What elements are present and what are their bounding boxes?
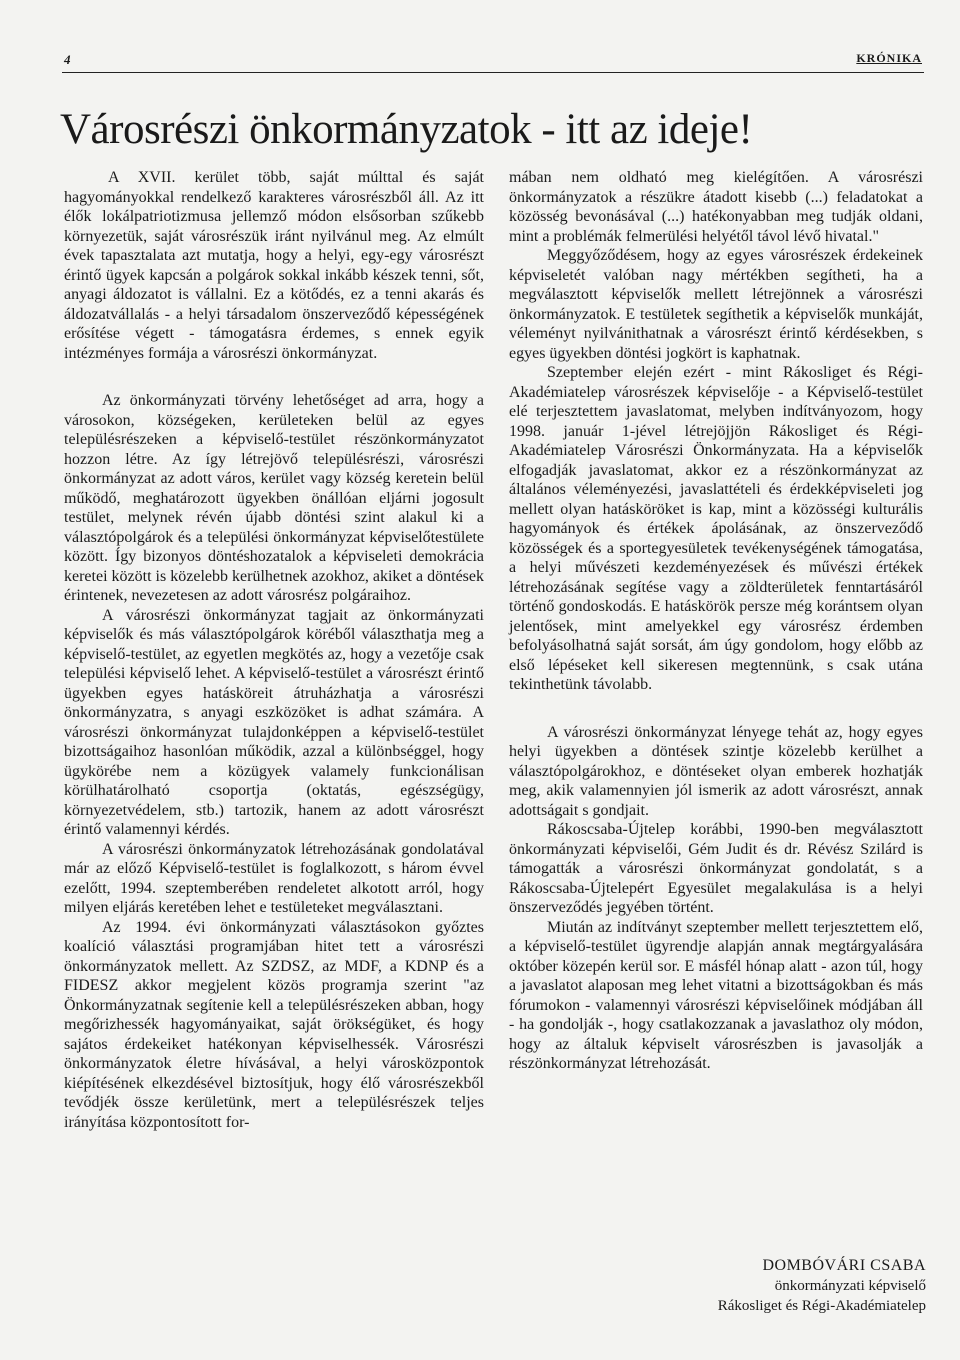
article-paragraph: Az önkormányzati törvény lehetőséget ad arra, hogy a városokon, községeken, kerületeken belül az egyes településrészeken a képviselő-testület részönkormányzatot hozzon létre. Az így létrejövő településrészi, városrészi önkormányzat az adott város, kerület vagy község keretein belül működő, meghatározott ügyekben önállóan eljárni jogosult testület, melynek révén újabb döntési szint alakul ki a választópolgárok és a települési önkormányzat képviselőtestülete között. Így bizonyos döntéshozatalok a képviseleti demokrácia keretei között is közelebb kerülhetnek azokhoz, akiket a döntések érintenek, nevezetesen az adott városrész polgáraihoz. (64, 392, 484, 604)
article-paragraph: A XVII. kerület több, saját múlttal és saját hagyományokkal rendelkező karakteres városrészből áll. Az itt élők lokálpatriotizmusa jellemző módon elsősorban szűkebb környezetük, saját városrészük iránt nyilvánul meg. Az elmúlt évek tapasztalata azt mutatja, hogy a helyi, egy-egy városrészt érintő ügyek kapcsán a polgárok sokkal inkább készek tenni, sőt, anyagi áldozatot is vállalni. Ez a kötődés, ez a tenni akarás és áldozatvállalás - a helyi társadalom önszerveződő képességének erősítése végett - támogatásra érdemes, s ennek egyik intézményes formája a városrészi önkormányzat. (64, 169, 484, 362)
article-paragraph: Az 1994. évi önkormányzati választásokon győztes koalíció választási programjában hitet tett a városrészi önkormányzatok mellett. Az SZDSZ, az MDF, a KDNP és a FIDESZ akkor megjelent közös programja szerint "az Önkormányzatnak segítenie kell a településrészeken abban, hogy megőrizhessék hagyományaikat, saját örökségüket, és hogy sajátos érdekeiket hatékonyan képviselhessék. Városrészi önkormányzatok életre hívásával, a helyi városközpontok kiépítésének elkezdésével biztosítjuk, hogy élő városrészekből tevődjék össze kerületünk, mert a településrészek teljes irányítása központosított for- (64, 918, 484, 1131)
author-role: önkormányzati képviselő (774, 1278, 926, 1294)
author-name: DOMBÓVÁRI CSABA (762, 1257, 926, 1274)
author-district: Rákosliget és Régi-Akadémiatelep (717, 1298, 926, 1314)
article-paragraph: Meggyőződésem, hogy az egyes városrészek érdekeinek képviseletét valóban nagy mértékben segítheti, ha a megválasztott képviselők mellett létrejönnek a városrészi önkormányzatok. E testületek segíthetik a képviselők munkáját, véleményt nyilvánithatnak a városrészt érintő kérdésekben, s egyes ügyekben döntési jogkört is kaphatnak. (509, 247, 923, 362)
page-header (62, 50, 924, 73)
article-paragraph: A városrészi önkormányzat tagjait az önkormányzati képviselők és más választópolgárok köréből választhatja meg a képviselő-testület, az egyetlen megkötés az, hogy a vezetője csak települési képviselő lehet. A képviselő-testület a városrészt érintő ügyekben egyes hatásköreit átruházhatja a városrészi önkormányzatra, s anyagi eszközöket is adhat számára. A városrészi önkormányzat tulajdonképpen a képviselő-testület bizottságaihoz hasonlóan működik, azzal a különbséggel, hogy ügykörébe nem a közügyek valamely funkcionálisan körülhatárolható csoportja (oktatás, egészségügy, környezetvédelem, stb.) tartozik, hanem az adott városrészt érintő valamennyi kérdés. (64, 606, 484, 838)
article-paragraph: Szeptember elején ezért - mint Rákosliget és Régi-Akadémiatelep városrészek képviselője - a Képviselő-testület elé terjesztettem javaslatomat, melyben indítványozom, hogy 1998. január 1-jével létrejöjjön Rákosliget és Régi-Akadémiatelep Városrészi Önkormányzata. Ha a képviselők elfogadják javaslatomat, akkor ez a részönkormányzat az általános véleményezési, javaslattételi és érdekképviseleti jog mellett olyan hatásköröket is kap, mint a közösségi kulturális hagyományok és értékek ápolásának, az önszerveződő közösségek és a sportegyesületek tevékenységének támogatása, a helyi művészeti kezdeményezések és művészi értékek létrehozásának segítése vagy a zöldterületek fenntartásáról történő gondoskodás. E hatáskörök persze még korántsem olyan jelentősek, mint amelyekkel egy városrész érdemben befolyásolhatná saját sorsát, ám úgy gondolom, hogy előbb az első lépéseket kell sikeresen megtennünk, s csak utána tekinthetünk távolabb. (509, 364, 923, 693)
article-paragraph: Rákoscsaba-Újtelep korábbi, 1990-ben megválasztott önkormányzati képviselői, Gém Judit és dr. Révész Szilárd is támogatták a városrészi önkormányzat gondolatát, s a Rákoscsaba-Újtelepért Egyesület megalakulása is a helyi önszerveződés jegyében történt. (509, 821, 923, 916)
article-paragraph: A városrészi önkormányzatok létrehozásának gondolatával már az előző Képviselő-testület is foglalkozott, s három évvel ezelőtt, 1994. szeptemberében rendeletet alkotott arról, hogy milyen eljárás keretében lehet e testületeket megválasztani. (64, 840, 484, 916)
article-title: Városrészi önkormányzatok - itt az ideje! (60, 106, 753, 153)
article-paragraph: mában nem oldható meg kielégítően. A városrészi önkormányzatok a részükre átadott kisebb (...) feladatokat a közösség bevonásával (...) hatékonyabban meg tudják oldani, mint a problémák felmerülési helyétől távol lévő hivatal." (509, 169, 923, 245)
article-paragraph: A városrészi önkormányzat lényege tehát az, hogy egyes helyi ügyekben a döntések szintje közelebb kerülhet a választópolgárokhoz, e döntéseket olyan emberek hozhatják meg, akik valamennyien jól ismerik az adott városrészt, annak adottságait s gondjait. (509, 723, 923, 819)
author-signature (600, 1256, 926, 1316)
article-left-column (64, 168, 484, 1132)
article-paragraph: Miután az indítványt szeptember mellett terjesztettem elő, a képviselő-testület ügyrendje alapján annak megtárgyalására október közepén kerül sor. E másfél hónap alatt - azon túl, hogy a javaslatot alaposan meg lehet vitatni a bizottságokban és más fórumokon - valamennyi városrészi képviselőinek módjában áll - ha gondolják -, hogy csatlakozzanak a javaslathoz oly módon, hogy az általuk képviselt városrészben is javasolják a részönkormányzat létrehozását. (509, 918, 923, 1072)
page-number: 4 (64, 52, 71, 67)
article-right-column (509, 168, 923, 1074)
section-label: KRÓNIKA (856, 51, 922, 65)
